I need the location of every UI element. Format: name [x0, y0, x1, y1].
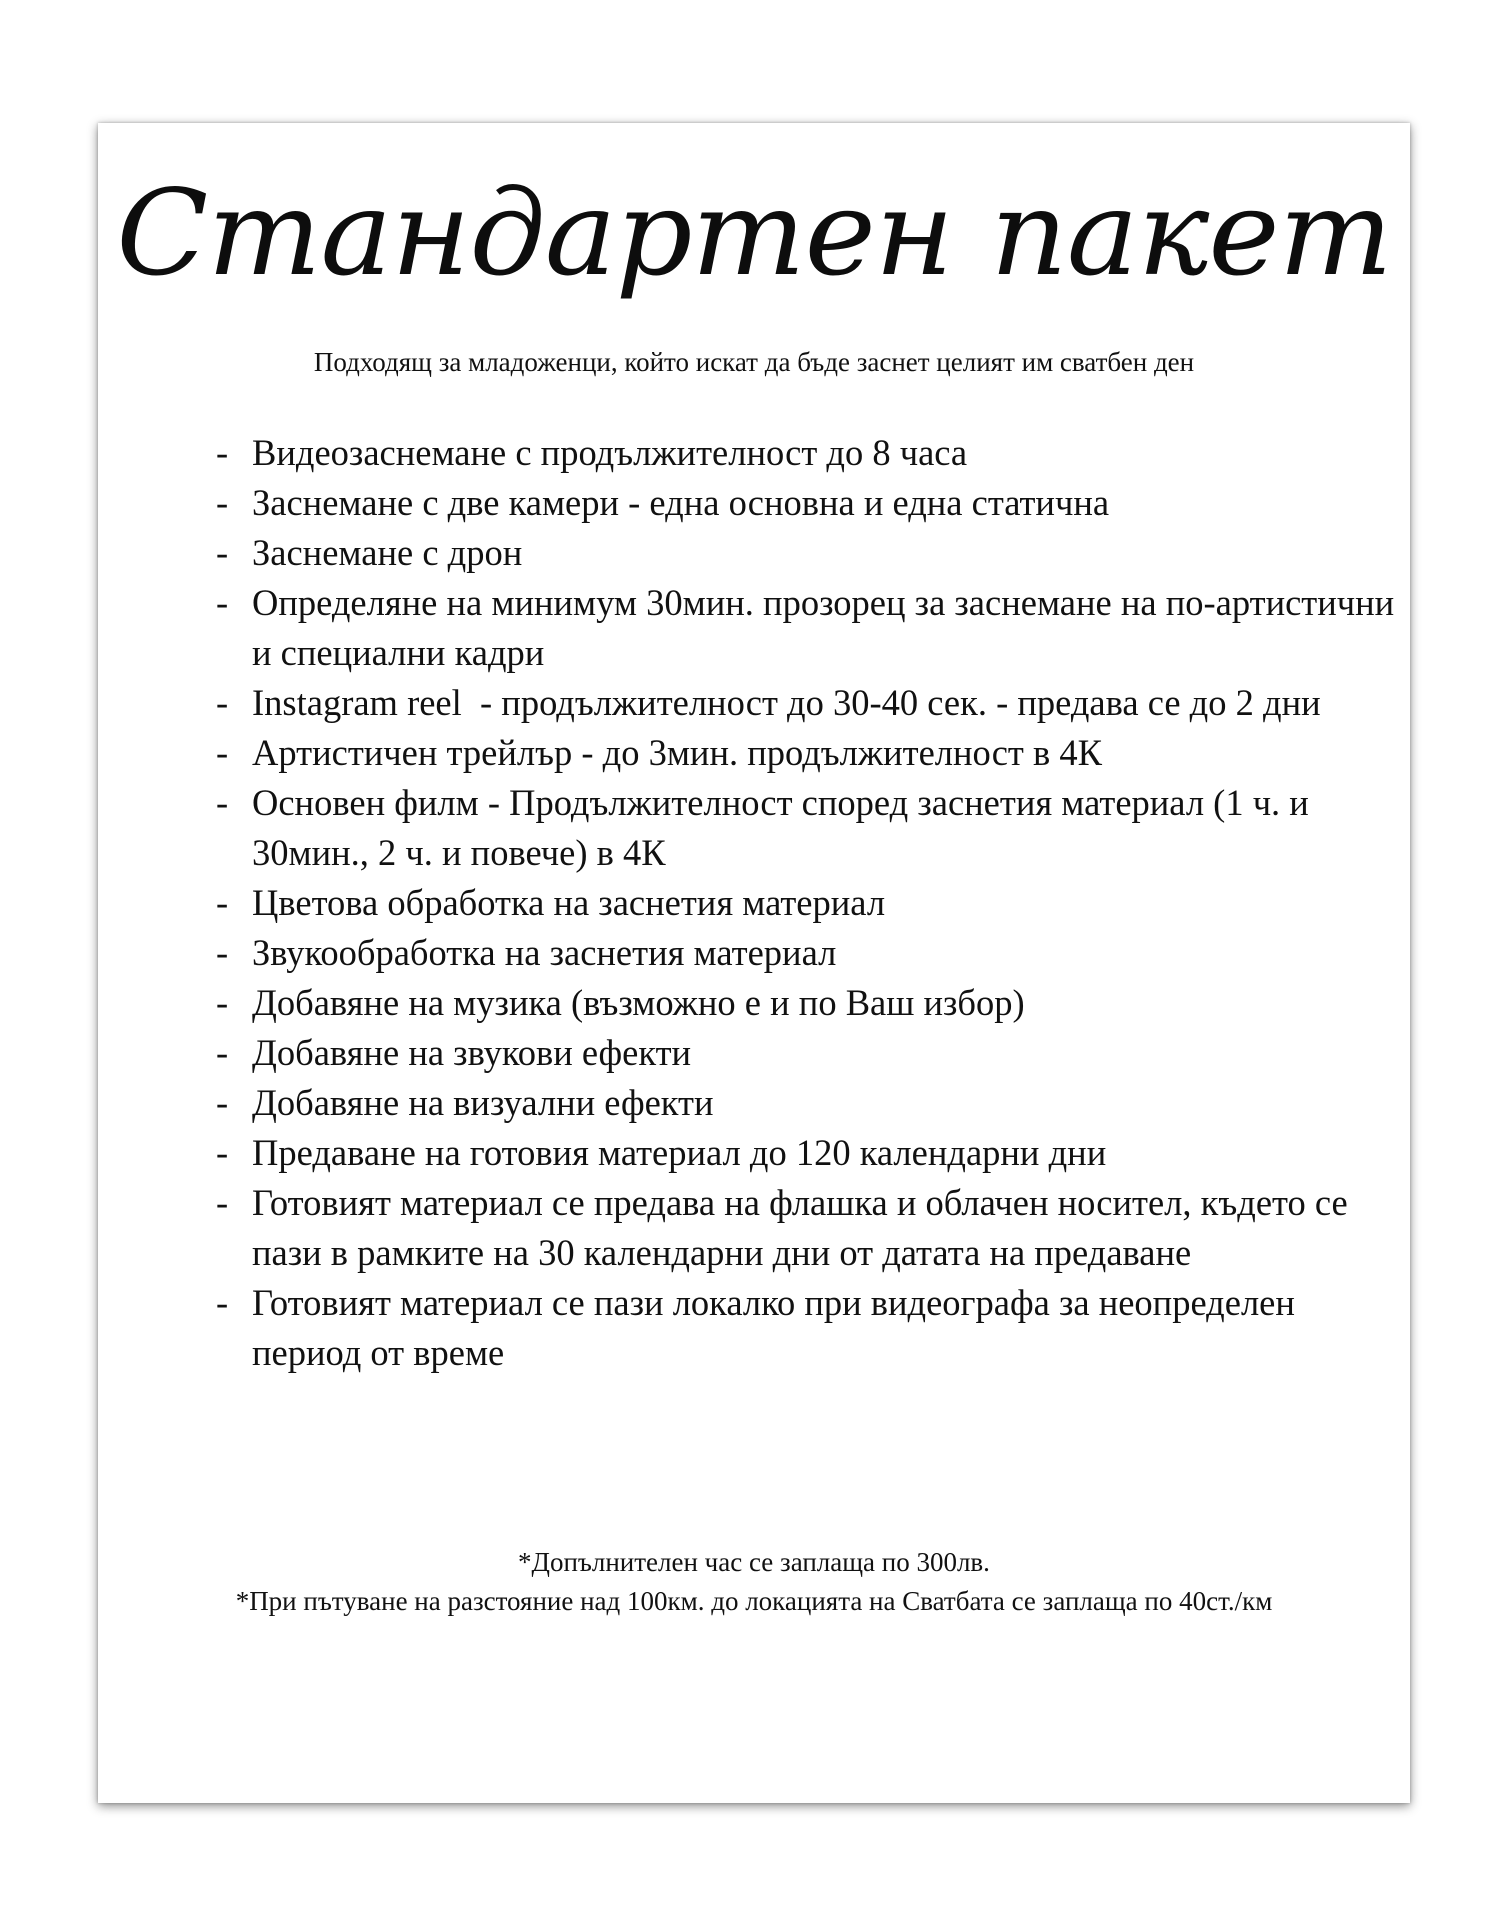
list-item-text: Добавяне на визуални ефекти: [252, 1082, 714, 1123]
list-item: [128, 428, 1398, 478]
bullet-dash: -: [216, 532, 229, 573]
list-item: [128, 878, 1398, 928]
bullet-dash: -: [216, 1282, 229, 1323]
footnote-travel: *При пътуване на разстояние над 100км. до локацията на Сватбата се заплаща по 40ст./км: [235, 1586, 1273, 1616]
bullet-dash: -: [216, 1082, 229, 1123]
bullet-dash: -: [216, 1182, 229, 1223]
bullet-dash: -: [216, 932, 229, 973]
bullet-dash: -: [216, 782, 229, 823]
list-item-text: Видеозаснемане с продължителност до 8 часа: [252, 432, 968, 473]
footnotes: [138, 1543, 1370, 1621]
package-title: Стандартен пакет: [116, 164, 1392, 302]
features-list: [128, 428, 1404, 1378]
list-item: [128, 778, 1398, 878]
package-card: [98, 123, 1410, 1803]
list-item: [128, 1178, 1398, 1278]
list-item-text: Добавяне на музика (възможно е и по Ваш избор): [252, 982, 1025, 1023]
list-item-text: Определяне на минимум 30мин. прозорец за заснемане на по-артистични и специални кадри: [252, 582, 1404, 673]
list-item: [128, 978, 1398, 1028]
list-item-text: Звукообработка на заснетия материал: [252, 932, 837, 973]
bullet-dash: -: [216, 732, 229, 773]
list-item-text: Готовият материал се пази локалко при видеографа за неопределен период от време: [252, 1282, 1305, 1373]
bullet-dash: -: [216, 882, 229, 923]
bullet-dash: -: [216, 432, 229, 473]
list-item: [128, 578, 1404, 678]
list-item: [128, 728, 1398, 778]
list-item-text: Основен филм - Продължителност според заснетия материал (1 ч. и 30мин., 2 ч. и повече) в 4К: [252, 782, 1318, 873]
list-item: [128, 1128, 1398, 1178]
bullet-dash: -: [216, 1132, 229, 1173]
list-item-text: Instagram reel - продължителност до 30-40 сек. - предава се до 2 дни: [252, 682, 1321, 723]
list-item-text: Добавяне на звукови ефекти: [252, 1032, 692, 1073]
list-item-text: Предаване на готовия материал до 120 календарни дни: [252, 1132, 1107, 1173]
list-item-text: Артистичен трейлър - до 3мин. продължителност в 4К: [252, 732, 1102, 773]
list-item-text: Цветова обработка на заснетия материал: [252, 882, 886, 923]
list-item: [128, 528, 1398, 578]
list-item-text: Заснемане с две камери - една основна и една статична: [252, 482, 1110, 523]
bullet-dash: -: [216, 1032, 229, 1073]
footnote-extra-hour: *Допълнителен час се заплаща по 300лв.: [518, 1547, 990, 1577]
list-item-text: Заснемане с дрон: [252, 532, 523, 573]
list-item: [128, 478, 1398, 528]
bullet-dash: -: [216, 482, 229, 523]
list-item-text: Готовият материал се предава на флашка и облачен носител, където се пази в рамките на 30 календарни дни от датата на предаване: [252, 1182, 1357, 1273]
list-item: [128, 1078, 1398, 1128]
list-item: [128, 1028, 1398, 1078]
list-item: [128, 678, 1398, 728]
list-item: [128, 1278, 1398, 1378]
list-item: [128, 928, 1398, 978]
bullet-dash: -: [216, 682, 229, 723]
bullet-dash: -: [216, 982, 229, 1023]
bullet-dash: -: [216, 582, 229, 623]
package-subtitle: Подходящ за младоженци, който искат да бъде заснет целият им сватбен ден: [313, 347, 1195, 377]
